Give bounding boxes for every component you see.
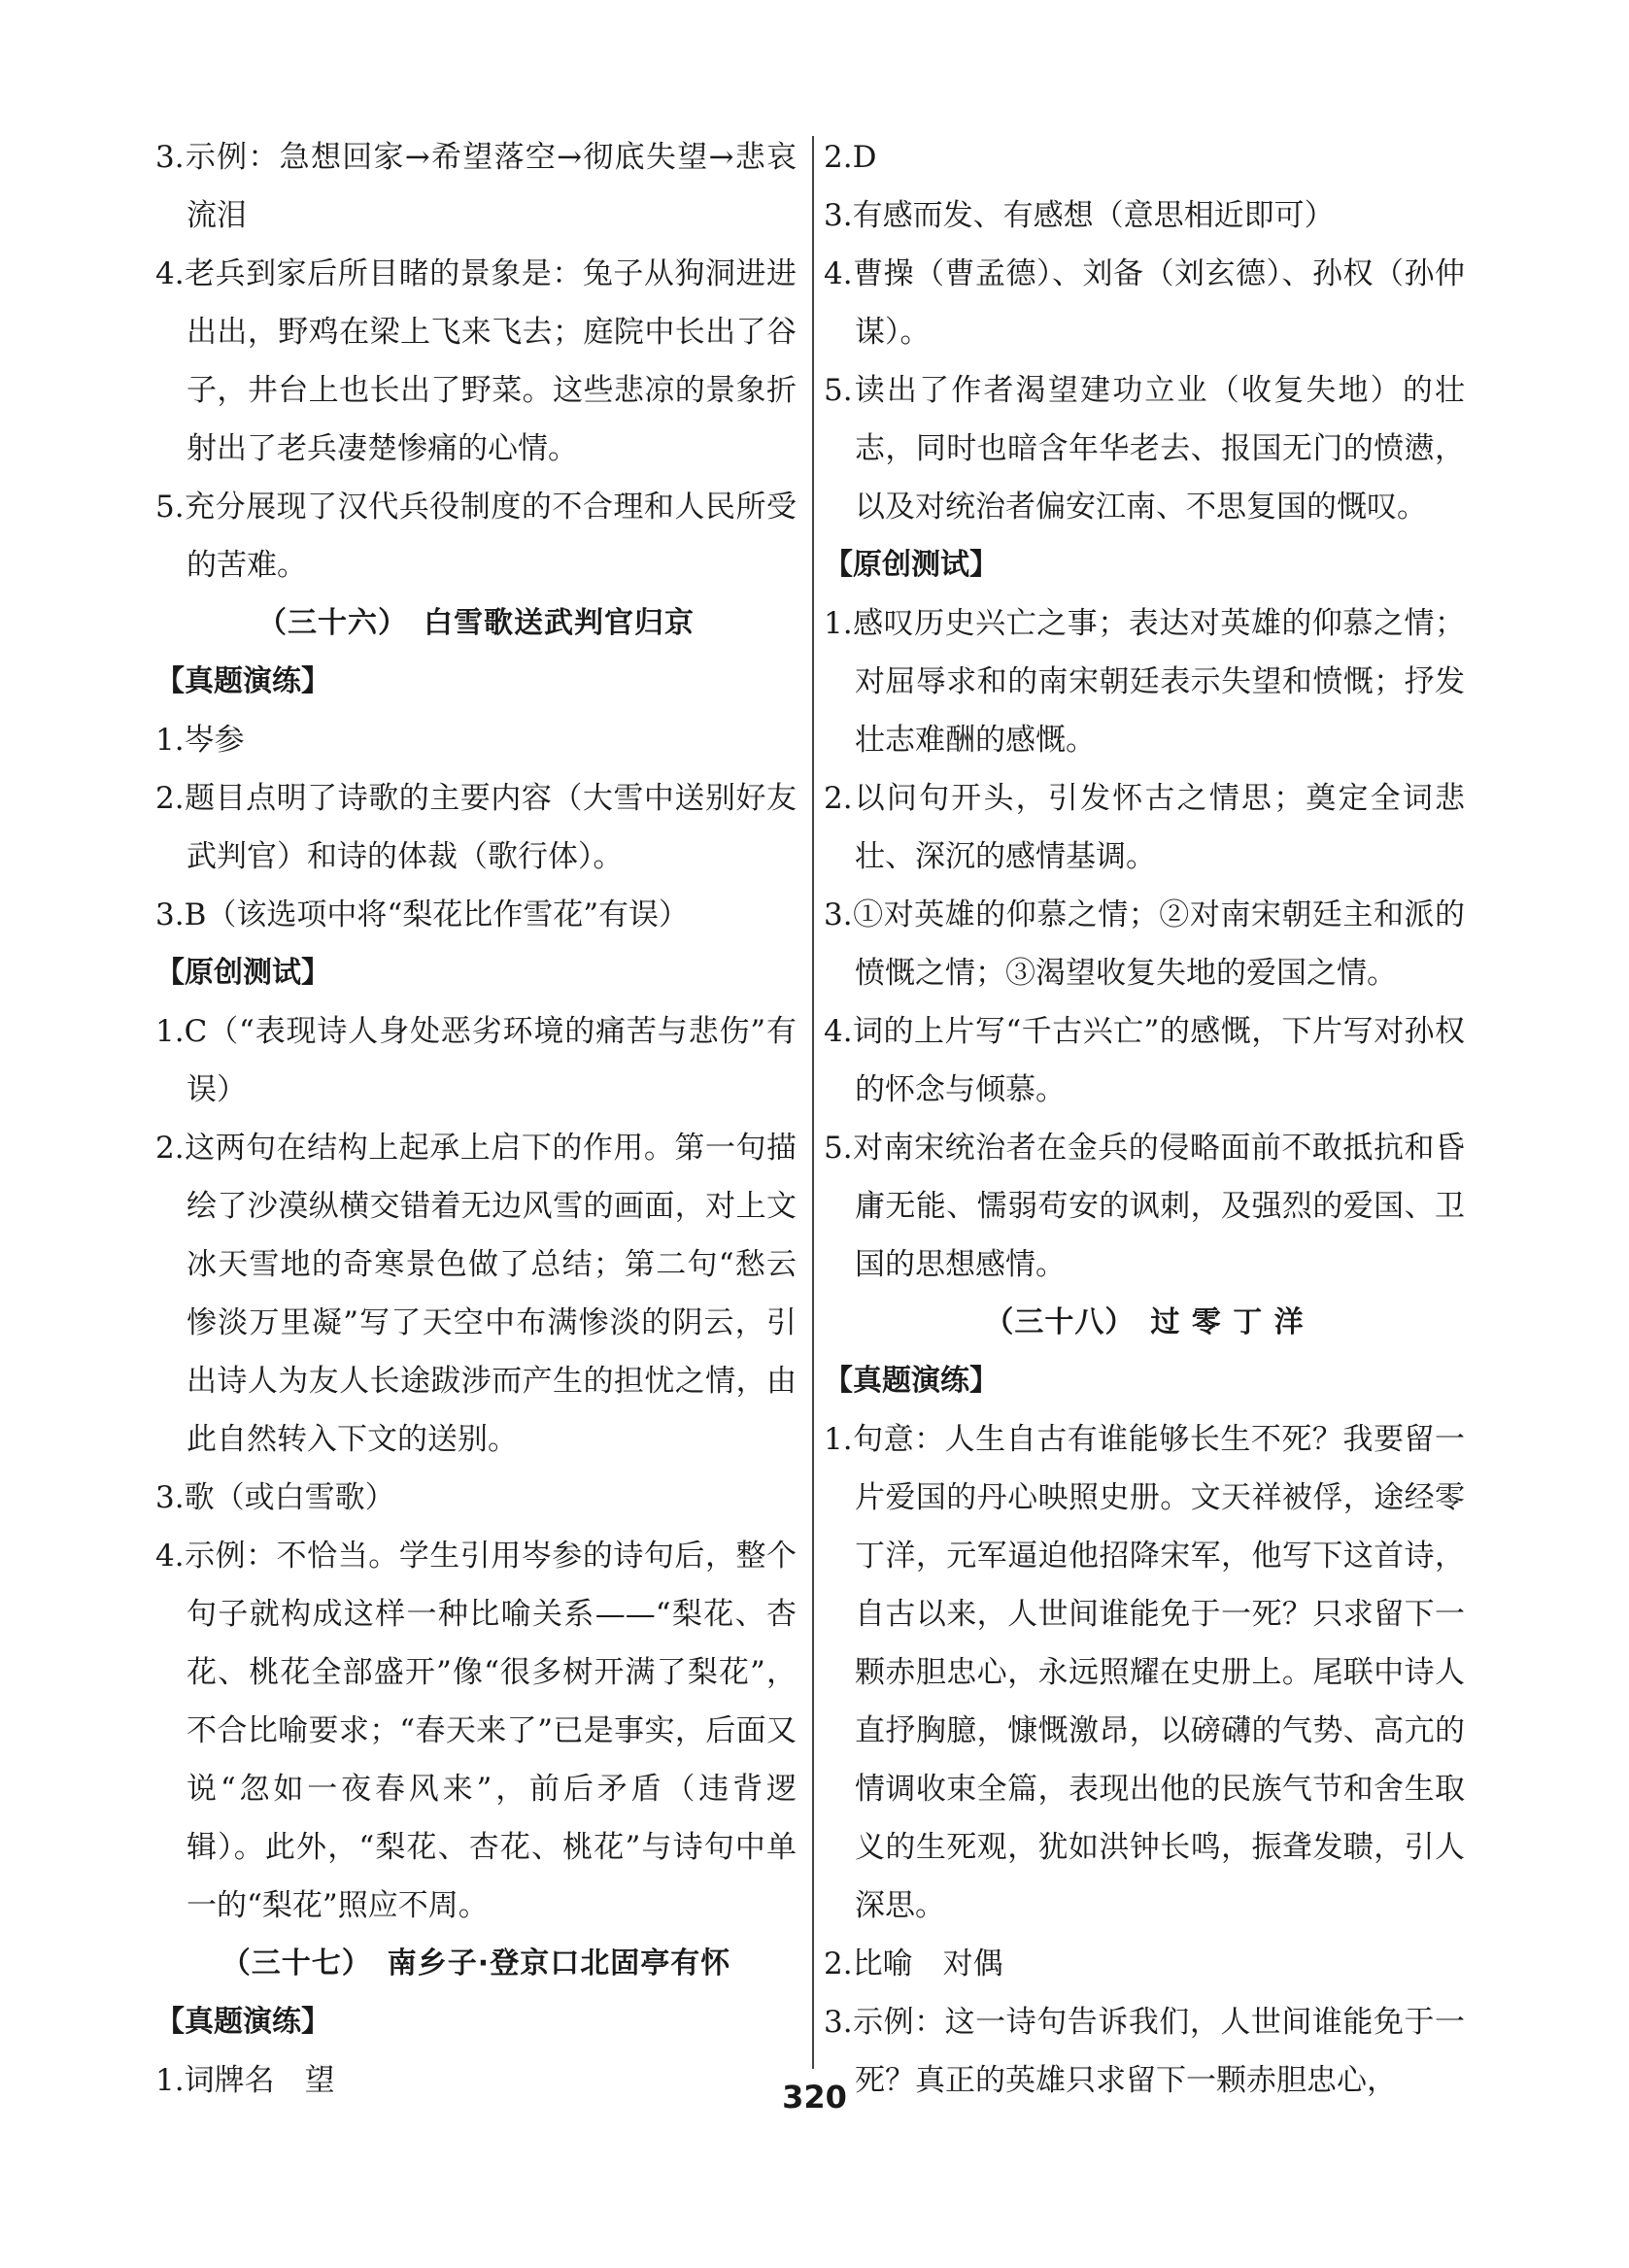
- lesson-title: （三十七） 南乡子·登京口北固亭有怀: [221, 1946, 731, 1980]
- answer-item: 1.词牌名 望: [155, 2063, 335, 2098]
- answer-item: 2.D: [824, 140, 877, 175]
- answer-item: 3.有感而发、有感想（意思相近即可）: [824, 198, 1335, 233]
- answer-item: 2.这两句在结构上起承上启下的作用。第一句描绘了沙漠纵横交错着无边风雪的画面，对上文冰天雪地的奇寒景色做了总结；第二句“愁云惨淡万里凝”写了天空中布满惨淡的阴云，引出诗人为友人长途跋涉而产生的担忧之情，由此自然转入下文的送别。: [155, 1131, 797, 1457]
- answer-item: 1.感叹历史兴亡之事；表达对英雄的仰慕之情；对屈辱求和的南宋朝廷表示失望和愤慨；抒发壮志难酬的感慨。: [824, 606, 1465, 758]
- lesson-title: （三十八） 过 零 丁 洋: [984, 1305, 1305, 1339]
- answer-item: 3.①对英雄的仰慕之情；②对南宋朝廷主和派的愤慨之情；③渴望收复失地的爱国之情。: [824, 897, 1465, 991]
- answer-item: 3.B（该选项中将“梨花比作雪花”有误）: [155, 897, 690, 932]
- answer-item: 2.题目点明了诗歌的主要内容（大雪中送别好友武判官）和诗的体裁（歌行体）。: [155, 781, 797, 874]
- section-heading: 【真题演练】: [155, 2005, 330, 2039]
- answer-item: 2.以问句开头，引发怀古之情思；奠定全词悲壮、深沉的感情基调。: [824, 781, 1465, 874]
- section-heading: 【真题演练】: [155, 664, 330, 698]
- answer-item: 1.句意：人生自古有谁能够长生不死？我要留一片爱国的丹心映照史册。文天祥被俘，途经零丁洋，元军逼迫他招降宋军，他写下这首诗，自古以来，人世间谁能免于一死？只求留下一颗赤胆忠心，永远照耀在史册上。尾联中诗人直抒胸臆，慷慨激昂，以磅礴的气势、高亢的情调收束全篇，表现出他的民族气节和舍生取义的生死观，犹如洪钟长鸣，振聋发聩，引人深思。: [824, 1422, 1465, 1923]
- page-number: 320: [782, 2079, 847, 2116]
- answer-item: 1.C（“表现诗人身处恶劣环境的痛苦与悲伤”有误）: [155, 1014, 797, 1107]
- answer-item: 5.读出了作者渴望建功立业（收复失地）的壮志，同时也暗含年华老去、报国无门的愤懑，以及对统治者偏安江南、不思复国的慨叹。: [824, 373, 1465, 525]
- section-heading: 【真题演练】: [824, 1364, 999, 1398]
- answer-item: 5.对南宋统治者在金兵的侵略面前不敢抵抗和昏庸无能、懦弱苟安的讽刺，及强烈的爱国、卫国的思想感情。: [824, 1131, 1465, 1282]
- column-divider: [812, 136, 814, 2069]
- section-heading: 【原创测试】: [824, 548, 999, 582]
- lesson-title: （三十六） 白雪歌送武判官归京: [257, 606, 695, 640]
- left-column: [155, 128, 797, 2110]
- section-heading: 【原创测试】: [155, 956, 330, 990]
- answer-item: 4.曹操（曹孟德）、刘备（刘玄德）、孙权（孙仲谋）。: [824, 256, 1465, 350]
- answer-item: 2.比喻 对偶: [824, 1946, 1003, 1981]
- answer-item: 3.示例：急想回家→希望落空→彻底失望→悲哀流泪: [155, 140, 797, 233]
- answer-item: 4.词的上片写“千古兴亡”的感慨，下片写对孙权的怀念与倾慕。: [824, 1014, 1465, 1107]
- answer-item: 4.示例：不恰当。学生引用岑参的诗句后，整个句子就构成这样一种比喻关系——“梨花、杏花、桃花全部盛开”像“很多树开满了梨花”，不合比喻要求；“春天来了”已是事实，后面又说“忽如一夜春风来”，前后矛盾（违背逻辑）。此外，“梨花、杏花、桃花”与诗句中单一的“梨花”照应不周。: [155, 1539, 797, 1923]
- answer-item: 5.充分展现了汉代兵役制度的不合理和人民所受的苦难。: [155, 490, 797, 583]
- right-column: [824, 128, 1465, 2110]
- answer-item: 3.歌（或白雪歌）: [155, 1480, 395, 1515]
- answer-item: 1.岑参: [155, 723, 245, 758]
- answer-item: 4.老兵到家后所目睹的景象是：兔子从狗洞进进出出，野鸡在梁上飞来飞去；庭院中长出了谷子，井台上也长出了野菜。这些悲凉的景象折射出了老兵凄楚惨痛的心情。: [155, 256, 797, 466]
- answer-item: 3.示例：这一诗句告诉我们，人世间谁能免于一死？真正的英雄只求留下一颗赤胆忠心，: [824, 2005, 1465, 2098]
